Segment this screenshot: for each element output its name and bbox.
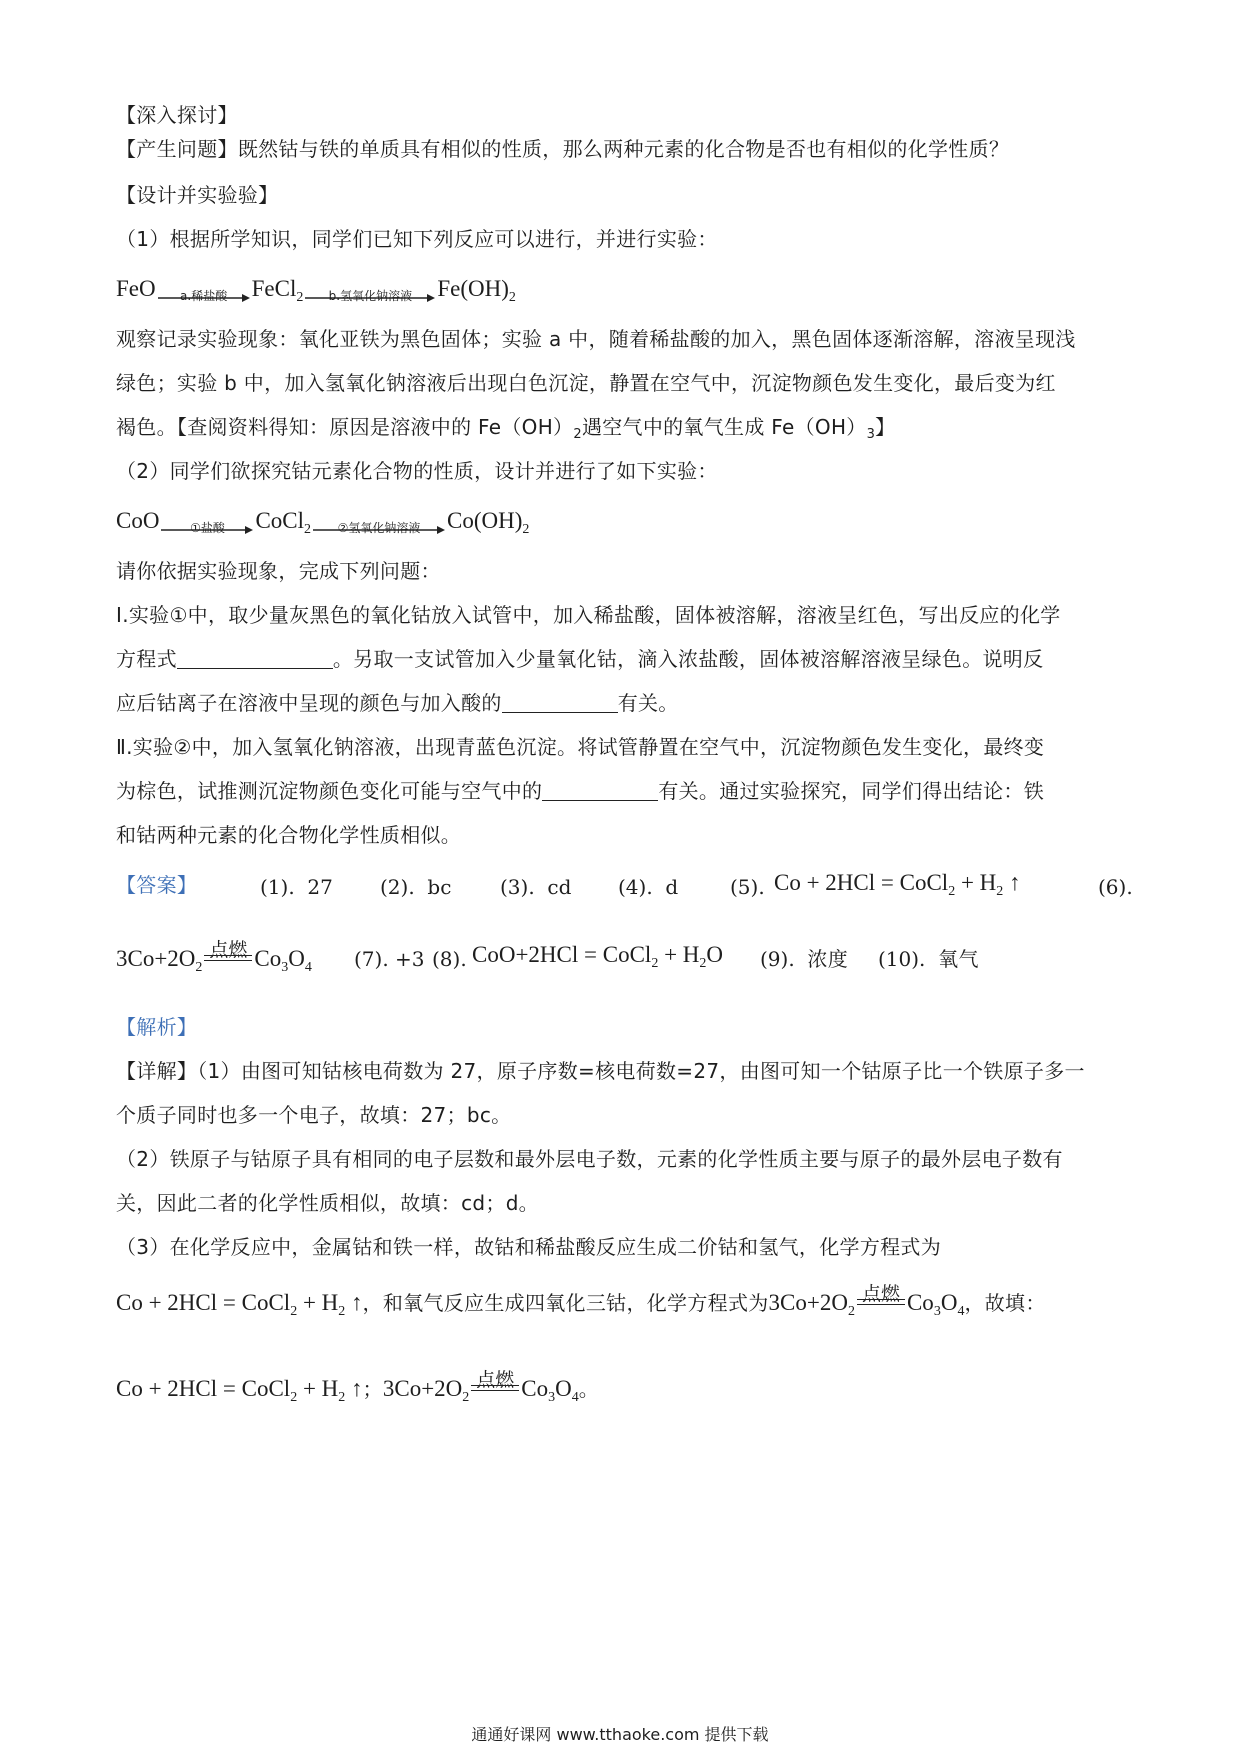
detail-equation-co-o2-2: $3Co+2O_2$ 点燃 $Co_3O_4$ — [383, 1376, 579, 1401]
fe-reactant: FeO — [116, 276, 156, 301]
detail-2-line-2: 关，因此二者的化学性质相似，故填：cd；d。 — [116, 1191, 539, 1215]
co-reactant: CoO — [116, 508, 160, 533]
answer-1: (1). 27 — [260, 875, 333, 899]
detail-2-line-1: （2）铁原子与钴原子具有相同的电子层数和最外层电子数，元素的化学性质主要与原子的最外层电子数有 — [116, 1147, 1063, 1171]
detail-3-line-2: Co + 2HCl = CoCl$_2$ + $H_2$ ↑，和氧气反应生成四氧化三钴，化学方程式为$3Co+2O_2$ 点燃 $Co_3O_4$，故填： — [116, 1276, 1046, 1334]
question-paragraph — [116, 134, 1009, 164]
fe-product: $Fe(OH)_2$ — [437, 276, 516, 305]
fe-reaction-scheme — [116, 270, 516, 317]
prompt: 请你依据实验现象，完成下列问题： — [116, 559, 441, 583]
answer-8-equation: CoO+2HCl = CoCl$_2$ + $H_2O$ — [472, 942, 724, 971]
question-1-line-2: 方程式 。另取一支试管加入少量氧化钴，滴入浓盐酸，固体被溶解溶液呈绿色。说明反 — [116, 647, 1044, 671]
question-label: 【产生问题】 — [116, 137, 238, 161]
detail-3-line-3: Co + 2HCl = CoCl$_2$ + $H_2$ ↑；$3Co+2O_2$ 点燃 $Co_3O_4$。 — [116, 1362, 599, 1420]
question-1-line-3: 应后钴离子在溶液中呈现的颜色与加入酸的 有关。 — [116, 691, 679, 715]
co-reaction-scheme — [116, 502, 529, 549]
fe-intermediate: FeCl$_2$ — [251, 276, 304, 305]
observation-line-2: 绿色；实验 b 中，加入氢氧化钠溶液后出现白色沉淀，静置在空气中，沉淀物颜色发生变化，最后变为红 — [116, 371, 1056, 395]
answer-10: (10). 氧气 — [878, 947, 979, 971]
fe-arrow-2: b.氢氧化钠溶液 — [305, 279, 435, 303]
observation-line-1: 观察记录实验现象：氧化亚铁为黑色固体；实验 a 中，随着稀盐酸的加入，黑色固体逐渐溶解，溶液呈现浅 — [116, 327, 1076, 351]
observation-line-3: 褐色。【查阅资料得知：原因是溶液中的 $Fe(OH)_2$遇空气中的氧气生成 $Fe(OH)_3$】 — [116, 415, 896, 442]
answer-5-equation: Co + 2HCl = CoCl$_2$ + $H_2$ ↑ — [774, 870, 1021, 899]
ignition-condition-sign: 点燃 — [857, 1276, 905, 1314]
co-arrow-1: ①盐酸 — [161, 511, 253, 535]
co-product: $Co(OH)_2$ — [447, 508, 530, 537]
analysis-label: 【解析】 — [116, 1015, 198, 1039]
question-1-line-1: I.实验①中，取少量灰黑色的氧化钴放入试管中，加入稀盐酸，固体被溶解，溶液呈红色，写出反应的化学 — [116, 603, 1061, 627]
detail-equation-co-hcl: Co + 2HCl = CoCl$_2$ + $H_2$ ↑ — [116, 1290, 363, 1319]
answer-6-number: (6). — [1098, 875, 1133, 899]
answer-5-number: (5). — [730, 875, 765, 899]
detail-equation-co-hcl-2: Co + 2HCl = CoCl$_2$ + $H_2$ ↑ — [116, 1376, 363, 1405]
answer-label: 【答案】 — [116, 873, 198, 897]
answer-8-number: (8). — [432, 947, 467, 971]
detail-1-line-2: 个质子同时也多一个电子，故填：27；bc。 — [116, 1103, 512, 1127]
ignition-condition-sign: 点燃 — [471, 1362, 519, 1400]
part2-intro: （2）同学们欲探究钴元素化合物的性质，设计并进行了如下实验： — [116, 459, 718, 483]
design-heading: 【设计并实验验】 — [116, 183, 279, 207]
fe-arrow-1: a.稀盐酸 — [158, 279, 250, 303]
answer-blank-acid[interactable] — [502, 692, 618, 713]
question-2-line-3: 和钴两种元素的化合物化学性质相似。 — [116, 823, 462, 847]
page-footer: 通通好课网 www.tthaoke.com 提供下载 — [471, 1725, 769, 1744]
answer-7: (7). +3 — [354, 947, 425, 971]
question-2-line-2: 为棕色，试推测沉淀物颜色变化可能与空气中的 有关。通过实验探究，同学们得出结论：铁 — [116, 779, 1045, 803]
co-intermediate: CoCl$_2$ — [255, 508, 312, 537]
question-2-line-1: Ⅱ.实验②中，加入氢氧化钠溶液，出现青蓝色沉淀。将试管静置在空气中，沉淀物颜色发生变化，最终变 — [116, 735, 1045, 759]
answer-blank-equation[interactable] — [177, 648, 333, 669]
co-arrow-2: ②氢氧化钠溶液 — [313, 511, 445, 535]
answer-3: (3). cd — [500, 875, 572, 899]
answer-blank-air[interactable] — [542, 780, 658, 801]
question-text: 既然钴与铁的单质具有相似的性质，那么两种元素的化合物是否也有相似的化学性质？ — [237, 137, 1010, 161]
ignition-condition-sign: 点燃 — [204, 932, 252, 970]
detail-3-line-1: （3）在化学反应中，金属钴和铁一样，故钴和稀盐酸反应生成二价钴和氢气，化学方程式为 — [116, 1235, 942, 1259]
detail-1-line-1: 【详解】（1）由图可知钴核电荷数为 27，原子序数=核电荷数=27，由图可知一个钴原子比一个铁原子多一 — [116, 1059, 1085, 1083]
answer-6-equation: $3Co+2O_2$ 点燃 $Co_3O_4$ — [116, 932, 312, 990]
detail-equation-co-o2: $3Co+2O_2$ 点燃 $Co_3O_4$ — [769, 1290, 965, 1315]
answer-9: (9). 浓度 — [760, 947, 849, 971]
part1-intro: （1）根据所学知识，同学们已知下列反应可以进行，并进行实验： — [116, 227, 718, 251]
answer-2: (2). bc — [380, 875, 452, 899]
section-heading-explore: 【深入探讨】 — [116, 103, 238, 127]
detail-label: 【详解】 — [116, 1059, 198, 1083]
answer-4: (4). d — [618, 875, 679, 899]
